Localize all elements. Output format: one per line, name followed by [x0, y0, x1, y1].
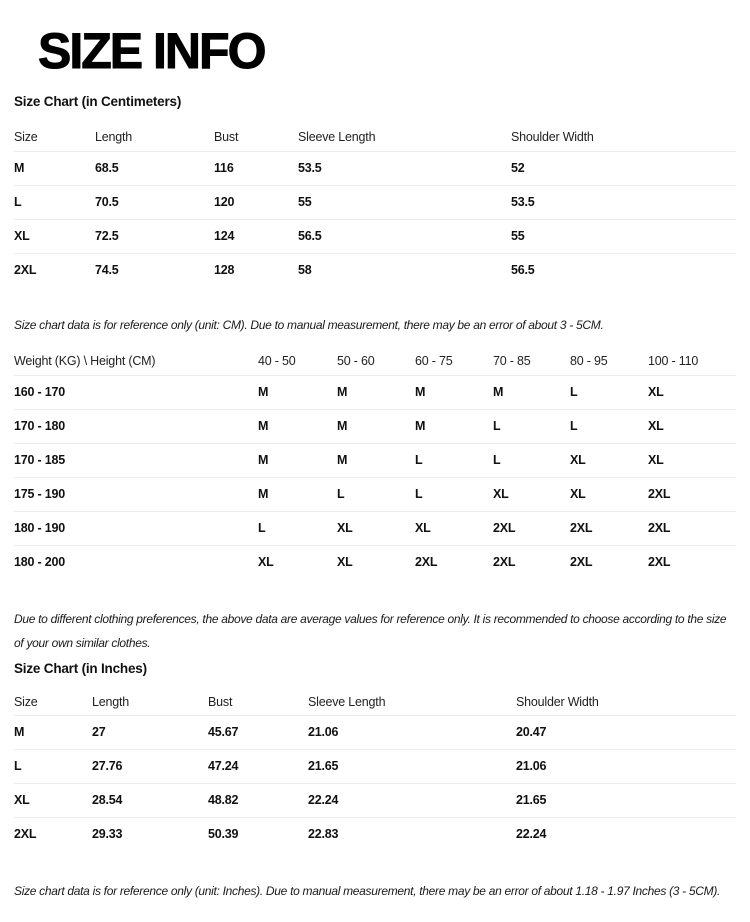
table-cell: 120	[214, 185, 298, 219]
table-cell: 27	[92, 715, 208, 749]
table-cell: 47.24	[208, 749, 308, 783]
table-cell: M	[258, 375, 337, 409]
table-cell: 175 - 190	[14, 477, 258, 511]
table-cell: L	[14, 185, 95, 219]
table-cell: XL	[648, 375, 736, 409]
table-cell: M	[258, 443, 337, 477]
table-cell: 29.33	[92, 827, 123, 842]
table-row	[14, 477, 736, 511]
table-cell: M	[415, 375, 493, 409]
column-header: 70 - 85	[493, 347, 570, 375]
column-header: Length	[92, 689, 208, 715]
table-row	[14, 511, 736, 545]
table-cell: 20.47	[516, 715, 736, 749]
table-cell: 21.65	[516, 783, 736, 817]
table-cell: XL	[570, 443, 648, 477]
table-cell: L	[415, 443, 493, 477]
table-cell: 180 - 190	[14, 511, 258, 545]
table-cell: 56.5	[298, 219, 511, 253]
table-cell: 124	[214, 219, 298, 253]
table-cell: 2XL	[570, 555, 593, 570]
table-cell: L	[14, 749, 92, 783]
column-header: Weight (KG) \ Height (CM)	[14, 347, 258, 375]
table-cell: 170 - 185	[14, 443, 258, 477]
table-cell: 68.5	[95, 151, 214, 185]
table-cell: 22.24	[308, 783, 516, 817]
table-cell: XL	[258, 555, 274, 570]
column-header: 80 - 95	[570, 347, 648, 375]
table-row	[14, 253, 736, 287]
inch-chart-heading: Size Chart (in Inches)	[14, 661, 147, 676]
inch-chart-note: Size chart data is for reference only (unit: Inches). Due to manual measurement, there may be an error of about 1.18 - 1.97 Inches (3 - 5CM).	[14, 884, 721, 898]
size-info-page	[0, 23, 750, 922]
table-cell: L	[258, 511, 337, 545]
table-cell: XL	[493, 477, 570, 511]
table-cell: M	[337, 375, 415, 409]
table-row	[14, 185, 736, 219]
table-cell: XL	[14, 219, 95, 253]
page-title: SIZE INFO	[38, 23, 265, 79]
fit-table-header-row	[14, 347, 736, 375]
column-header: Size	[14, 689, 92, 715]
column-header: 60 - 75	[415, 347, 493, 375]
column-header: 40 - 50	[258, 347, 337, 375]
table-cell: 45.67	[208, 715, 308, 749]
table-cell: 2XL	[415, 555, 438, 570]
table-cell: 180 - 200	[14, 555, 66, 570]
table-cell: L	[570, 409, 648, 443]
table-cell: 56.5	[511, 263, 535, 278]
table-cell: M	[337, 443, 415, 477]
table-cell: XL	[648, 443, 736, 477]
table-cell: 22.83	[308, 827, 339, 842]
cm-size-table	[14, 124, 736, 287]
table-cell: XL	[14, 783, 92, 817]
table-cell: 21.06	[308, 715, 516, 749]
table-row	[14, 151, 736, 185]
table-cell: 53.5	[511, 185, 736, 219]
table-row	[14, 375, 736, 409]
table-row	[14, 409, 736, 443]
table-cell: 70.5	[95, 185, 214, 219]
table-cell: 21.06	[516, 749, 736, 783]
table-cell: 22.24	[516, 827, 547, 842]
cm-chart-heading: Size Chart (in Centimeters)	[14, 94, 182, 109]
table-cell: 116	[214, 151, 298, 185]
weight-height-fit-table	[14, 347, 736, 579]
table-cell: 2XL	[493, 555, 516, 570]
table-cell: 2XL	[648, 555, 671, 570]
cm-table-header-row	[14, 124, 736, 151]
table-cell: M	[415, 409, 493, 443]
table-cell: L	[337, 477, 415, 511]
table-cell: XL	[648, 409, 736, 443]
table-cell: M	[258, 477, 337, 511]
table-cell: L	[415, 477, 493, 511]
table-cell: 170 - 180	[14, 409, 258, 443]
table-cell: 28.54	[92, 783, 208, 817]
table-cell: M	[493, 375, 570, 409]
table-cell: M	[337, 409, 415, 443]
table-cell: 2XL	[648, 511, 736, 545]
table-cell: 128	[214, 263, 235, 278]
table-cell: XL	[337, 555, 353, 570]
table-cell: M	[258, 409, 337, 443]
column-header: Bust	[208, 689, 308, 715]
table-row	[14, 545, 736, 579]
table-cell: 21.65	[308, 749, 516, 783]
table-cell: 50.39	[208, 827, 239, 842]
column-header: 50 - 60	[337, 347, 415, 375]
inch-size-table	[14, 689, 736, 851]
table-cell: M	[14, 715, 92, 749]
table-cell: 55	[511, 219, 736, 253]
table-cell: 2XL	[14, 827, 37, 842]
table-cell: 55	[298, 185, 511, 219]
fit-chart-note: Due to different clothing preferences, the above data are average values for reference only. It is recommended to choose according to the size of your own similar clothes.	[14, 612, 727, 650]
table-cell: 58	[298, 263, 312, 278]
table-row	[14, 219, 736, 253]
table-cell: XL	[415, 511, 493, 545]
column-header: Sleeve Length	[308, 689, 516, 715]
table-cell: M	[14, 151, 95, 185]
table-cell: 2XL	[493, 511, 570, 545]
table-cell: XL	[570, 477, 648, 511]
table-row	[14, 749, 736, 783]
table-cell: 52	[511, 151, 736, 185]
column-header: Size	[14, 124, 95, 151]
table-cell: 2XL	[14, 263, 37, 278]
table-row	[14, 783, 736, 817]
column-header: Sleeve Length	[298, 124, 511, 151]
table-cell: 2XL	[648, 477, 736, 511]
table-cell: L	[493, 443, 570, 477]
column-header: 100 - 110	[648, 347, 736, 375]
table-row	[14, 817, 736, 851]
table-cell: 53.5	[298, 151, 511, 185]
table-row	[14, 443, 736, 477]
column-header: Shoulder Width	[516, 689, 736, 715]
table-cell: L	[493, 409, 570, 443]
cm-chart-note: Size chart data is for reference only (unit: CM). Due to manual measurement, there may be an error of about 3 - 5CM.	[14, 318, 604, 332]
column-header: Bust	[214, 124, 298, 151]
inch-table-header-row	[14, 689, 736, 715]
table-cell: 48.82	[208, 783, 308, 817]
table-cell: 27.76	[92, 749, 208, 783]
table-cell: XL	[337, 511, 415, 545]
table-cell: 74.5	[95, 263, 119, 278]
column-header: Shoulder Width	[511, 124, 736, 151]
table-cell: L	[570, 375, 648, 409]
table-cell: 2XL	[570, 511, 648, 545]
table-cell: 72.5	[95, 219, 214, 253]
table-row	[14, 715, 736, 749]
table-cell: 160 - 170	[14, 375, 258, 409]
column-header: Length	[95, 124, 214, 151]
